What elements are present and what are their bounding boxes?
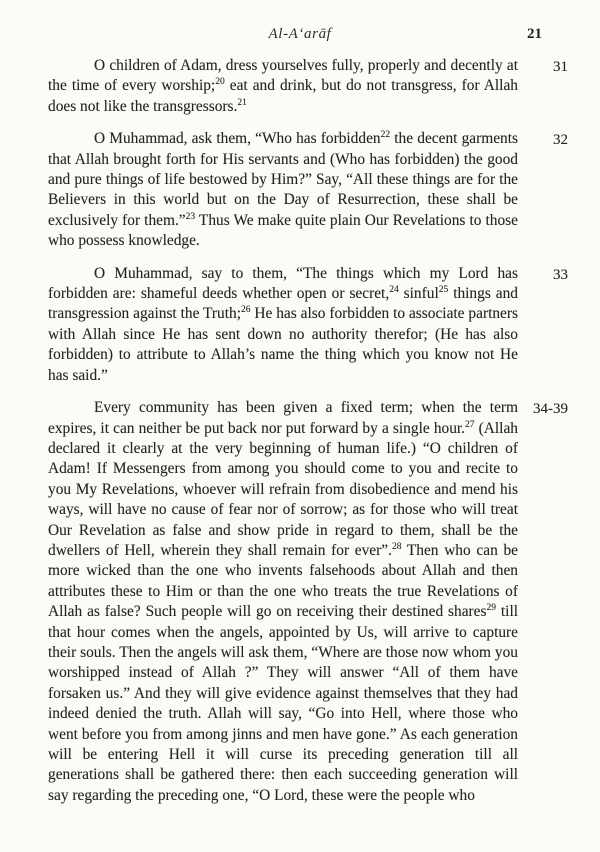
text-run: eat and drink, but do not transgress, for Allah does not like the transgressors. (48, 77, 518, 115)
text-run: (Allah declared it clearly at the very beginning of human life.) “O children of Adam! If Messengers from among you should come to you and recite to you My Revelations, whoever will refrain from disobedience and mend his ways, will have no cause of fear nor of sorrow; as for those who will treat Our Revelation as false and show pride in regard to them, shall be the dwellers of Hell, wherein they shall remain for ever”. (48, 419, 518, 559)
paragraph-verse-33 (48, 264, 568, 386)
paragraph-verse-31 (48, 56, 568, 117)
text-run: till that hour comes when the angels, appointed by Us, will arrive to capture their souls. Then the angels will ask them, “Where are those now whom you worshipped instead of Allah ?” They will answer “All of them have forsaken us.” And they will give evidence against themselves that they had indeed denied the truth. Allah will say, “Go into Hell, where those who went before you from among jinns and men have gone.” As each generation will be entering Hell it will curse its preceding generation till all generations shall be gathered there: then each succeeding generation will say regarding the preceding one, “O Lord, these were the people who (48, 603, 518, 804)
footnote-ref: 21 (237, 97, 247, 108)
text-run: sinful (398, 285, 439, 303)
footnote-ref: 25 (438, 284, 449, 295)
text-run: O Muhammad, say to them, “The things which my Lord has forbidden are: shameful deeds whether open or secret, (48, 264, 518, 303)
footnote-ref: 24 (389, 284, 399, 295)
text-run: Thus We make quite plain Our Revelations to those who possess knowledge. (48, 211, 518, 250)
page-number: 21 (527, 26, 542, 42)
text-run: Every community has been given a fixed term; when the term expires, it can neither be put back nor put forward by a single hour. (48, 399, 518, 437)
verse-number: 32 (553, 132, 568, 149)
footnote-ref: 23 (185, 211, 196, 222)
footnote-ref: 26 (240, 305, 251, 316)
footnote-ref: 20 (215, 77, 225, 88)
verse-number: 31 (553, 59, 568, 75)
footnote-ref: 22 (380, 130, 391, 141)
text-run: O Muhammad, ask them, “Who has forbidden (94, 130, 381, 148)
running-header-title: Al-A‘arāf (268, 26, 332, 42)
paragraph-verse-34-39 (48, 398, 568, 806)
text-run: He has also forbidden to associate partners with Allah since He has sent down no authority therefor; (He has also forbidden) to attribute to Allah’s name the thing which you know not He has said.” (48, 305, 518, 384)
paragraph-verse-32 (48, 129, 568, 251)
text-run: things and transgression against the Truth; (48, 285, 519, 323)
page-body (48, 56, 568, 818)
footnote-ref: 28 (391, 541, 402, 552)
footnote-ref: 27 (465, 419, 475, 430)
text-run: O children of Adam, dress yourselves fully, properly and decently at the time of every worship; (48, 57, 518, 95)
text-run: Then who can be more wicked than the one who invents falsehoods about Allah and then attributes these to Him or than the one who treats the true Revelations of Allah as false? Such people will go on receiving their destined shares (48, 541, 518, 621)
verse-number: 34-39 (533, 401, 568, 418)
verse-number: 33 (553, 266, 568, 283)
text-run: the decent garments that Allah brought forth for His servants and (Who has forbidden) the good and pure things of life bestowed by Him?” Say, “All these things are for the Believers in this world but on the Day of Resurrection, these shall be exclusively for them.” (48, 130, 518, 229)
footnote-ref: 29 (486, 603, 496, 614)
